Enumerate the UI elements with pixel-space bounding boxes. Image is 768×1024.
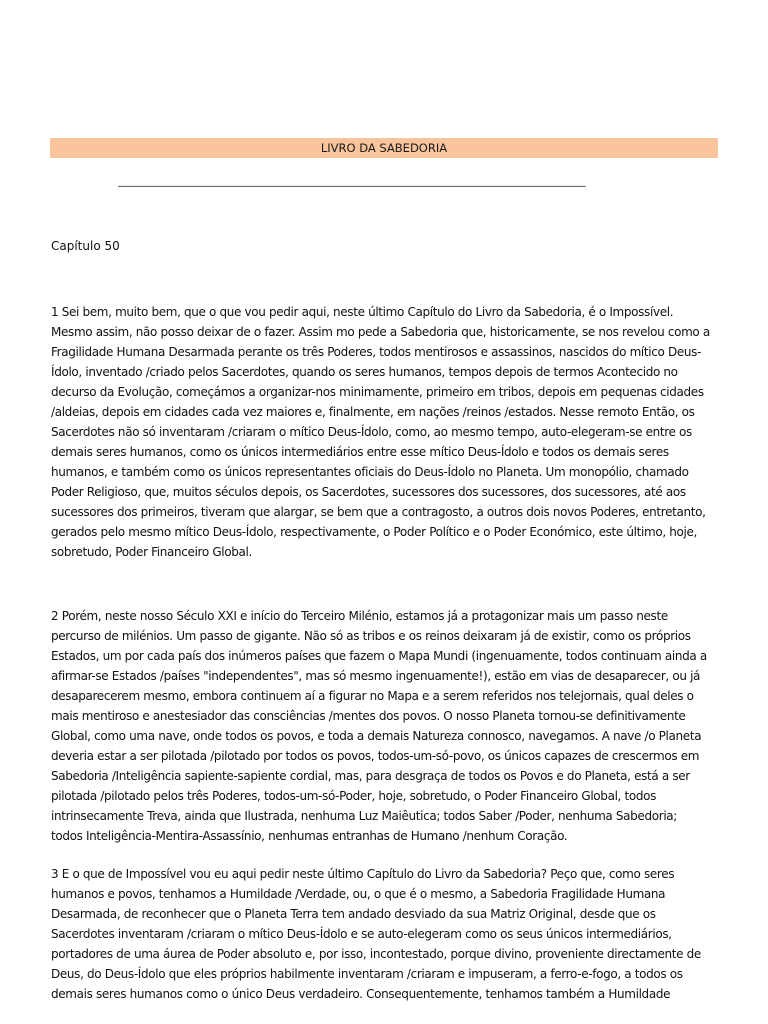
paragraph-line: 2 Porém, neste nosso Século XXI e início do Terceiro Milénio, estamos já a protagonizar mais um passo neste: [51, 609, 668, 623]
paragraph-line: demais seres humanos, como os únicos intermediários entre esse mítico Deus-Ídolo e todos os demais seres: [51, 445, 669, 459]
separator-line: _____________________________________________________________________________________: [118, 174, 586, 187]
paragraph-line: Estados, um por cada país dos inúmeros países que fazem o Mapa Mundi (ingenuamente, todos continuam ainda a: [51, 649, 707, 663]
paragraph-line: Sacerdotes não só inventaram /criaram o mítico Deus-Ídolo, como, ao mesmo tempo, auto-elegeram-se entre os: [51, 425, 692, 439]
paragraph-1: [51, 302, 719, 562]
paragraph-line: sucessores dos primeiros, tiveram que alargar, se bem que a contragosto, a outros dois novos Poderes, entretanto,: [51, 505, 706, 519]
paragraph-line: Ídolo, inventado /criado pelos Sacerdotes, quando os seres humanos, tempos depois de termos Acontecido no: [51, 365, 678, 379]
paragraph-line: Fragilidade Humana Desarmada perante os três Poderes, todos mentirosos e assassinos, nascidos do mítico Deus-: [51, 345, 702, 359]
paragraph-line: Sabedoria /Inteligência sapiente-sapiente cordial, mas, para desgraça de todos os Povos e do Planeta, está a ser: [51, 769, 690, 783]
paragraph-line: Mesmo assim, não posso deixar de o fazer. Assim mo pede a Sabedoria que, historicamente, se nos revelou como a: [51, 325, 710, 339]
paragraph-line: sobretudo, Poder Financeiro Global.: [51, 545, 252, 559]
paragraph-line: decurso da Evolução, começámos a organizar-nos minimamente, primeiro em tribos, depois em pequenas cidades: [51, 385, 704, 399]
paragraph-2: [51, 606, 719, 846]
paragraph-line: afirmar-se Estados /países "independentes", mas só mesmo ingenuamente!), estão em vias de desaparecer, ou já: [51, 669, 701, 683]
chapter-heading: Capítulo 50: [51, 239, 120, 253]
paragraph-line: Desarmada, de reconhecer que o Planeta Terra tem andado desviado da sua Matriz Original, desde que os: [51, 907, 656, 921]
paragraph-line: deveria estar a ser pilotada /pilotado por todos os povos, todos-um-só-povo, os únicos capazes de crescermos em: [51, 749, 700, 763]
paragraph-line: gerados pelo mesmo mítico Deus-Ídolo, respectivamente, o Poder Político e o Poder Económico, este último, hoje,: [51, 525, 697, 539]
paragraph-line: humanos, e também como os únicos representantes oficiais do Deus-Ídolo no Planeta. Um monopólio, chamado: [51, 465, 689, 479]
paragraph-line: pilotada /pilotado pelos três Poderes, todos-um-só-Poder, hoje, sobretudo, o Poder Financeiro Global, todos: [51, 789, 656, 803]
paragraph-line: Deus, do Deus-Ídolo que eles próprios habilmente inventaram /criaram e impuseram, a ferro-e-fogo, a todos os: [51, 967, 683, 981]
paragraph-line: Sacerdotes inventaram /criaram o mítico Deus-Ídolo e se auto-elegeram como os seus únicos intermediários,: [51, 927, 672, 941]
paragraph-3: [51, 864, 719, 1004]
paragraph-line: 1 Sei bem, muito bem, que o que vou pedir aqui, neste último Capítulo do Livro da Sabedoria, é o Impossível.: [51, 305, 674, 319]
paragraph-line: 3 E o que de Impossível vou eu aqui pedir neste último Capítulo do Livro da Sabedoria? Peço que, como seres: [51, 867, 675, 881]
paragraph-line: demais seres humanos como o único Deus verdadeiro. Consequentemente, tenhamos também a Humildade: [51, 987, 671, 1001]
paragraph-line: desaparecerem mesmo, embora continuem aí a figurar no Mapa e a serem referidos nos telejornais, qual deles o: [51, 689, 694, 703]
paragraph-line: Global, como uma nave, onde todos os povos, e toda a demais Natureza connosco, navegamos. A nave /o Planeta: [51, 729, 702, 743]
paragraph-line: /aldeias, depois em cidades cada vez maiores e, finalmente, em nações /reinos /estados. Nesse remoto Então, os: [51, 405, 695, 419]
paragraph-line: portadores de uma áurea de Poder absoluto e, por isso, incontestado, porque divino, proveniente directamente de: [51, 947, 701, 961]
paragraph-line: mais mentiroso e anestesiador das consciências /mentes dos povos. O nosso Planeta tornou-se definitivamente: [51, 709, 686, 723]
paragraph-line: Poder Religioso, que, muitos séculos depois, os Sacerdotes, sucessores dos sucessores, dos sucessores, até aos: [51, 485, 686, 499]
paragraph-line: humanos e povos, tenhamos a Humildade /Verdade, ou, o que é o mesmo, a Sabedoria Fragilidade Humana: [51, 887, 666, 901]
document-title: LIVRO DA SABEDORIA: [50, 138, 718, 158]
paragraph-line: percurso de milénios. Um passo de gigante. Não só as tribos e os reinos deixaram já de existir, como os próprios: [51, 629, 691, 643]
paragraph-line: intrinsecamente Treva, ainda que Ilustrada, nenhuma Luz Maiêutica; todos Saber /Poder, nenhuma Sabedoria;: [51, 809, 677, 823]
paragraph-line: todos Inteligência-Mentira-Assassínio, nenhumas entranhas de Humano /nenhum Coração.: [51, 829, 568, 843]
